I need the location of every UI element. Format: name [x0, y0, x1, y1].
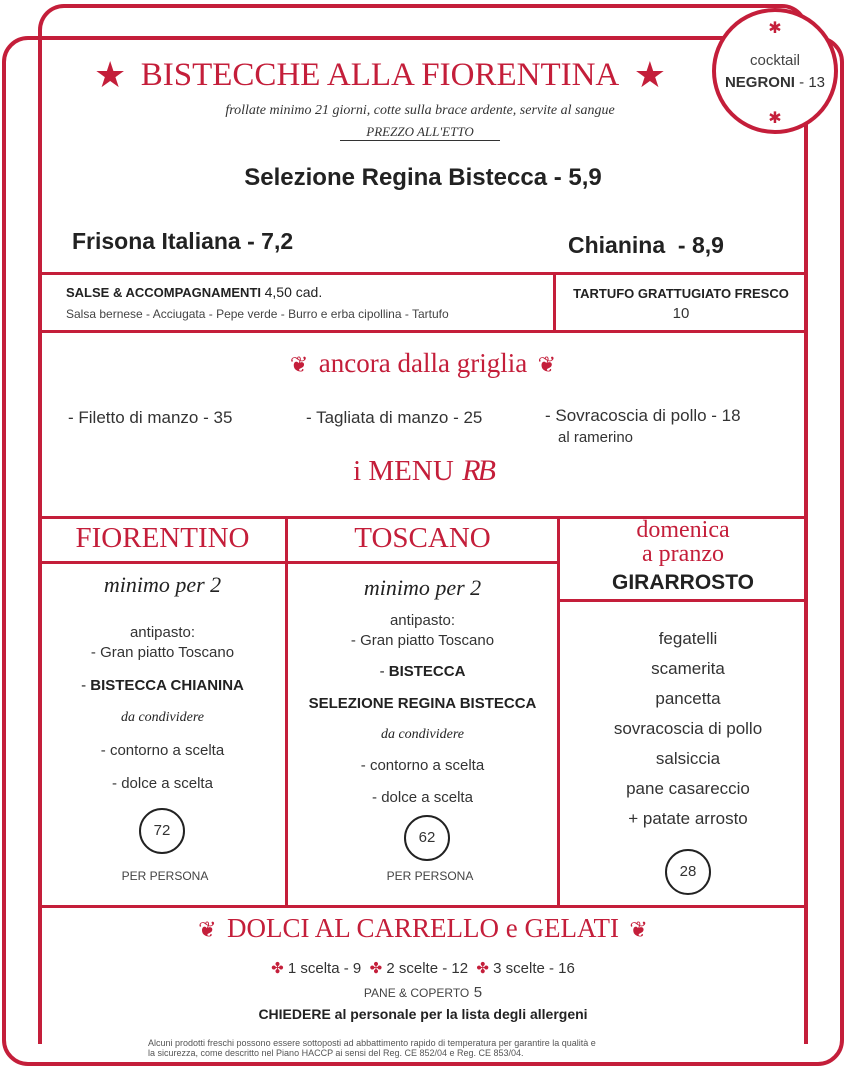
- salse-price: 4,50 cad.: [264, 284, 323, 300]
- dolci-option: 2 scelte - 12: [386, 960, 469, 977]
- cocktail-price: - 13: [799, 74, 826, 91]
- rb-logo: RB: [462, 454, 493, 487]
- toscano-per: PER PERSONA: [386, 869, 474, 883]
- salse-items: Salsa bernese - Acciugata - Pepe verde - Burro e erba cipollina - Tartufo: [66, 307, 449, 321]
- list-item: pane casareccio: [626, 779, 750, 798]
- domenica-subtitle: GIRARROSTO: [612, 571, 754, 594]
- list-item: sovracoscia di pollo: [613, 719, 763, 738]
- domenica-title-line2: a pranzo: [642, 541, 724, 567]
- griglia-item: - Tagliata di manzo - 25: [306, 408, 483, 427]
- fiorentino-main: [40, 677, 285, 694]
- fiorentino-antipasto-item: - Gran piatto Toscano: [90, 644, 235, 661]
- cocktail-name: NEGRONI: [724, 74, 795, 91]
- cocktail-badge: [712, 8, 838, 134]
- coperto-label: PANE & COPERTO: [363, 986, 470, 1000]
- domenica-price: 28: [665, 849, 711, 895]
- allergeni-note: CHIEDERE al personale per la lista degli allergeni: [258, 1006, 588, 1022]
- footnote: [148, 1038, 596, 1058]
- subtitle: frollate minimo 21 giorni, cotte sulla brace ardente, servite al sangue: [225, 103, 615, 118]
- page-title: [60, 54, 700, 96]
- toscano-dolce: - dolce a scelta: [372, 789, 473, 806]
- main-dish: BISTECCA: [388, 663, 466, 680]
- fiorentino-antipasto: antipasto:: [129, 624, 196, 641]
- fiorentino-min: minimo per 2: [103, 572, 222, 597]
- dolci-title: DOLCI AL CARRELLO e GELATI: [227, 913, 619, 943]
- main-prefix: -: [81, 677, 91, 694]
- list-item: fegatelli: [658, 629, 718, 648]
- domenica-items: [560, 624, 816, 834]
- toscano-min: minimo per 2: [363, 575, 482, 600]
- griglia-header: [40, 348, 806, 379]
- toscano-antipasto-item: - Gran piatto Toscano: [350, 632, 495, 649]
- main-prefix: -: [379, 663, 389, 680]
- divider: [559, 599, 806, 602]
- salse-header: [66, 284, 322, 300]
- dolci-options: [40, 959, 806, 977]
- dolci-header: [40, 913, 806, 944]
- coperto-price: 5: [473, 984, 483, 1001]
- star-icon: ★: [94, 54, 127, 95]
- toscano-contorno: - contorno a scelta: [360, 757, 485, 774]
- divider: [40, 905, 806, 908]
- toscano-title: TOSCANO: [354, 522, 491, 554]
- fiorentino-dolce: - dolce a scelta: [112, 775, 213, 792]
- toscano-main2: SELEZIONE REGINA BISTECCA: [308, 695, 537, 712]
- griglia-item-note: al ramerino: [558, 429, 634, 446]
- coperto: [40, 984, 806, 1002]
- menu-heading: [40, 454, 806, 488]
- cocktail-label: cocktail: [749, 52, 801, 69]
- fiorentino-contorno: - contorno a scelta: [100, 742, 225, 759]
- heart-leaf-icon: ❦: [537, 352, 557, 377]
- divider: [40, 272, 806, 275]
- list-item: pancetta: [655, 689, 721, 708]
- flower-icon: ✱: [768, 110, 782, 127]
- clover-icon: ✤: [476, 960, 489, 977]
- clover-icon: ✤: [271, 960, 284, 977]
- griglia-title: ancora dalla griglia: [318, 348, 528, 378]
- tartufo-price: 10: [672, 305, 690, 322]
- steak-chianina: Chianina - 8,9: [568, 232, 724, 258]
- menu-title: i MENU: [353, 455, 454, 487]
- dolci-option: 3 scelte - 16: [493, 960, 575, 977]
- toscano-share: da condividere: [380, 727, 465, 742]
- divider: [40, 561, 558, 564]
- toscano-antipasto: antipasto:: [389, 612, 456, 629]
- heart-leaf-icon: ❦: [289, 352, 309, 377]
- clover-icon: ✤: [369, 960, 383, 977]
- cocktail-line: [716, 74, 834, 91]
- domenica-title: [560, 518, 806, 566]
- main-dish: BISTECCA CHIANINA: [90, 677, 244, 694]
- footnote-line: la sicurezza, come descritto nel Piano HACCP ai sensi del Reg. CE 852/04 e Reg. CE 853/04.: [148, 1048, 524, 1058]
- heart-leaf-icon: ❦: [198, 917, 217, 942]
- list-item: + patate arrosto: [628, 809, 748, 828]
- dolci-option: 1 scelta - 9: [287, 960, 362, 977]
- fiorentino-title: FIORENTINO: [75, 522, 250, 554]
- steak-regina: Selezione Regina Bistecca - 5,9: [244, 164, 602, 191]
- toscano-main1: [288, 663, 557, 680]
- tartufo-title: TARTUFO GRATTUGIATO FRESCO: [573, 286, 789, 301]
- footnote-line: Alcuni prodotti freschi possono essere sottoposti ad abbattimento rapido di temperatura per garantire la qualità e: [148, 1038, 596, 1048]
- salse-title: SALSE & ACCOMPAGNAMENTI: [66, 285, 261, 300]
- griglia-item: - Sovracoscia di pollo - 18: [545, 406, 741, 425]
- list-item: scamerita: [651, 659, 725, 678]
- heart-leaf-icon: ❦: [629, 917, 648, 942]
- fiorentino-share: da condividere: [120, 710, 205, 725]
- steak-frisona: Frisona Italiana - 7,2: [72, 228, 294, 254]
- divider: [40, 330, 806, 333]
- flower-icon: ✱: [768, 20, 782, 37]
- title-text: BISTECCHE ALLA FIORENTINA: [140, 56, 620, 93]
- fiorentino-per: PER PERSONA: [121, 869, 209, 883]
- fiorentino-price: 72: [139, 808, 185, 854]
- star-icon: ★: [633, 54, 666, 95]
- list-item: salsiccia: [655, 749, 721, 768]
- toscano-price: 62: [404, 815, 450, 861]
- domenica-title-line1: domenica: [636, 517, 730, 543]
- price-note: PREZZO ALL'ETTO: [340, 124, 500, 141]
- griglia-item: - Filetto di manzo - 35: [68, 408, 233, 427]
